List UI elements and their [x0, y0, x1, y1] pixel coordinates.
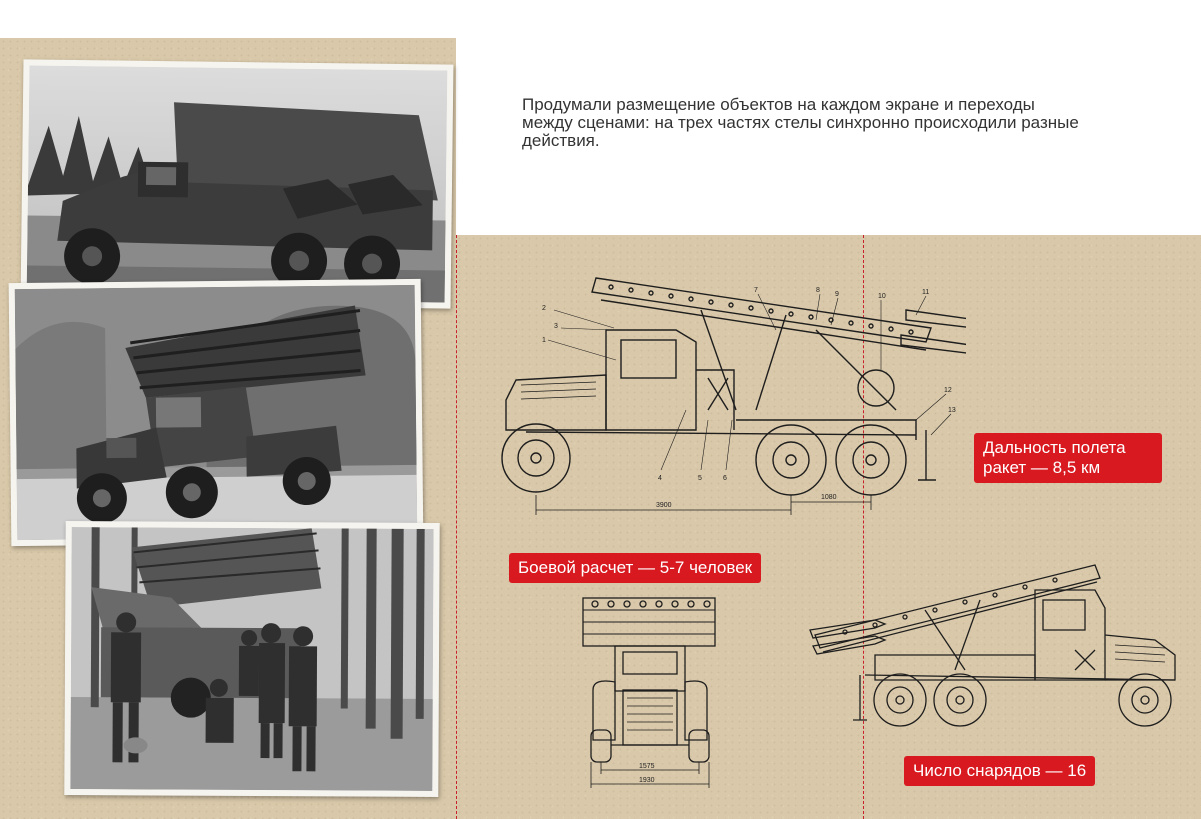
callout-1: 1	[542, 337, 546, 344]
fact-range-badge: Дальность полета ракет — 8,5 км	[974, 433, 1162, 483]
callout-3: 3	[554, 323, 558, 330]
callout-8: 8	[816, 287, 820, 294]
intro-text: Продумали размещение объектов на каждом экране и переходы между сценами: на трех частях стелы синхронно происходили разные действия.	[522, 95, 1079, 150]
callout-5: 5	[698, 475, 702, 482]
schematic-side-view	[486, 270, 966, 530]
callout-13: 13	[948, 407, 956, 414]
callout-2: 2	[542, 305, 546, 312]
dim-rear-axle: 1080	[821, 494, 837, 501]
callout-4: 4	[658, 475, 662, 482]
callout-12: 12	[944, 387, 952, 394]
photo-katyusha-wall	[9, 279, 424, 546]
photo-crew-forest	[64, 521, 439, 797]
dim-width-total: 1930	[639, 777, 655, 784]
divider-line-left	[456, 235, 457, 819]
fact-crew-badge: Боевой расчет — 5-7 человек	[509, 553, 761, 583]
callout-6: 6	[723, 475, 727, 482]
schematic-front-view	[575, 590, 725, 795]
callout-9: 9	[835, 291, 839, 298]
callout-11: 11	[922, 289, 930, 296]
dim-track-front: 1575	[639, 763, 655, 770]
callout-7: 7	[754, 287, 758, 294]
dim-wheelbase: 3900	[656, 502, 672, 509]
photo-covered-truck	[21, 59, 454, 308]
callout-10: 10	[878, 293, 886, 300]
schematic-side-view-reverse	[805, 560, 1185, 730]
fact-shells-badge: Число снарядов — 16	[904, 756, 1095, 786]
